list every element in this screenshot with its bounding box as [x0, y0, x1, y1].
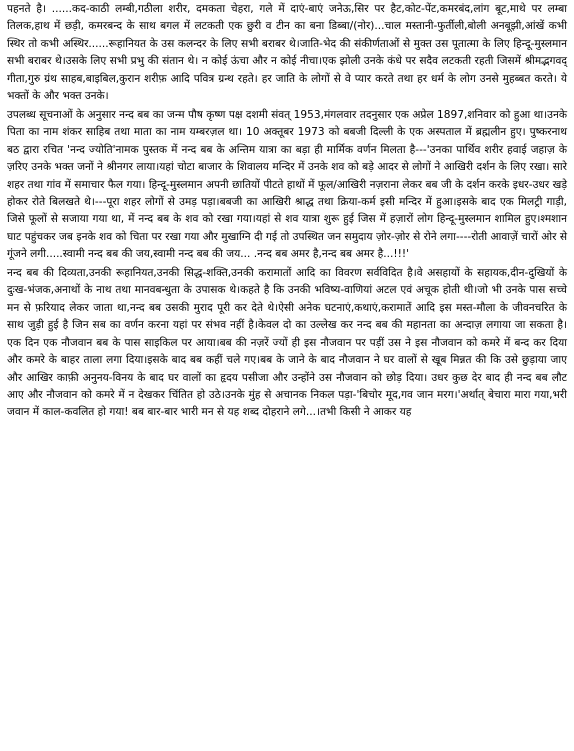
paragraph-description: पहनते है। ......कद-काठी लम्बी,गठीला शरीर, दमकता चेहरा, गले में दाएं-बाएं जनेऊ,सिर पर हैट,कोट-पेंट,कमरबंद,लांग बूट,माथे पर लम्बा तिलक,हाथ में छड़ी, कमरबन्द के साथ बगल में लटकती एक छुरी व टीन का बना डिब्बा/(नोर)...चाल मस्तानी-फुर्तीली,बोली अनबूझी,आंखें कभी स्थिर तो कभी अस्थिर......रूहानियत के उस कलन्दर के लिए सभी बराबर थे।जाति-भेद की संकीर्णताओं से मुक्त उस पूतात्मा के लिए हिन्दू-मुस्लमान सभी बराबर थे।उसके लिए सभी प्रभु की संतान थे। न कोई ऊंचा और न कोई नीचा।एक झोली उनके कंधे पर सदैव लटकती रहती जिसमें श्रीमद्भगवद् गीता,गुरु ग्रंथ साहब,बाइबिल,कुरान शरीफ़ आदि पवित्र ग्रन्थ रहते। हर जाति के लोगों से वे प्यार करते तथा हर धर्म के लोग उनसे मुहब्बत करते। ये भक्तों के और भक्त उनके।	[7, 3, 567, 103]
paragraph-miracles: नन्द बब की दिव्यता,उनकी रूहानियत,उनकी सिद्ध-शक्ति,उनकी करामातों आदि का विवरण सर्वविदित है।वे असहायों के सहायक,दीन-दुखियों के दुःख-भंजक,अनाथों के नाथ तथा मानवबन्धुता के उपासक थे।कहते है कि उनकी भविष्य-वाणियां अटल एवं अचूक होती थी।जो भी उनके पास सच्चे मन से फ़रियाद लेकर जाता था,नन्द बब उसकी मुराद पूरी कर देते थे।ऐसी अनेक घटनाएं,कथाएं,करामातें आदि इस मस्त-मौला के जीवनचरित के साथ जुड़ी हुई है जिन सब का वर्णन करना यहां पर संभव नहीं है।केवल दो का उल्लेख कर नन्द बब की महानता का अन्दाज़ लगाया जा सकता है। एक दिन एक नौजवान बब के पास साइकिल पर आया।बब की नज़रें ज्यों ही इस नौजवान पर पड़ीं उस ने इस नौजवान को कमरे में बन्द कर दिया और कमरे के बाहर ताला लगा दिया।इसके बाद बब कहीं चले गए।बब के जाने के बाद नौजवान ने घर वालों से खूब मिन्नत की कि उसे छुड़ाया जाए और आखिर काफ़ी अनुनय-विनय के बाद घर वालों का हृदय पसीजा और उन्होंने उस नौजवान को छोड़ दिया। उधर कुछ देर बाद ही नन्द बब लौट आए और नौजवान को कमरे में न देखकर चिंतित हो उठे।उनके मुंह से अचानक निकल पड़ा-'बिचोर मूद,गव जान मरग।'अर्थात् बेचारा मारा गया,भरी जवान में काल-कवलित हो गया! बब बार-बार भारी मन से यह शब्द दोहराने लगे...।तभी किसी ने आकर यह	[7, 266, 567, 419]
paragraph-life-and-final-journey: उपलब्ध सूचनाओं के अनुसार नन्द बब का जन्म पौष कृष्ण पक्ष दशमी संवत् 1953,मंगलवार तदनुसार एक अप्रेल 1897,शनिवार को हुआ था।उनके पिता का नाम शंकर साहिब तथा माता का नाम यम्बरज़ल था। 10 अक्तूबर 1973 को बबजी दिल्ली के एक अस्पताल में ब्रह्मलीन हुए। पुष्करनाथ बठ द्वारा रचित 'नन्द ज्योति'नामक पुस्तक में नन्द बब के अन्तिम यात्रा का बड़ा ही मार्मिक वर्णन मिलता है---'उनका पार्थिव शरीर हवाई जहाज़ के ज़रिए उनके भक्त जनों ने श्रीनगर लाया।यहां चोटा बाजार के शिवालय मन्दिर में उनके शव को बड़े आदर से लोगों ने आखिरी दर्शन के लिए रखा। सारे शहर तथा गांव में समाचार फैल गया। हिन्दू-मुस्लमान अपनी छातियों पीटते हाथों में फूल/आखिरी नज़राना लेकर बब जी के दर्शन करके इधर-उधर खड़े होकर रोते बिलखते थे।---पूरा शहर लोगों से उमड़ पड़ा।बबजी का आखिरी श्राद्ध तथा क्रिया-कर्म इसी मन्दिर में हुआ।इसके बाद एक मिलट्री गाड़ी, जिसे फूलों से सजाया गया था, में नन्द बब के शव को रखा गया।यहां से शव यात्रा शुरू हुई जिस में हज़ारों लोग हिन्दू-मुस्लमान शामिल हुए।श्मशान घाट पहुंचकर जब इनके शव को चिता पर रखा गया और मुखाग्नि दी गई तो उपस्थित जन समुदाय ज़ोर-ज़ोर से रोने लगा----रोती आवाज़ें चारों ओर से गूंजने लगी.....स्वामी नन्द बब की जय,स्वामी नन्द बब की जय... .नन्द बब अमर है,नन्द बब अमर है...!!!'	[7, 108, 567, 261]
